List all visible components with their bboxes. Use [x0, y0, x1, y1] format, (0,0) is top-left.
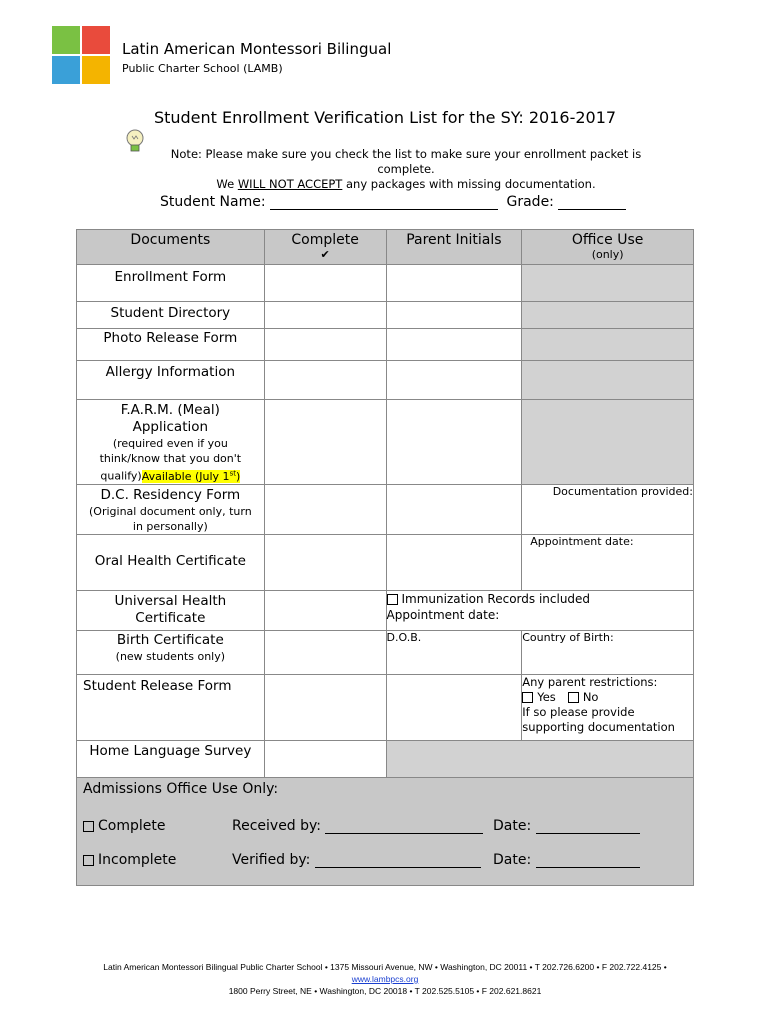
footer-address-2: 1800 Perry Street, NE • Washington, DC 20018 • T 202.525.5105 • F 202.621.8621	[228, 986, 542, 996]
complete-cell[interactable]	[264, 535, 386, 591]
footer-link-row	[0, 974, 770, 984]
doc-enrollment-form-label: Enrollment Form	[114, 269, 227, 285]
header-office-use	[522, 230, 694, 265]
table-row	[77, 741, 694, 778]
doc-allergy	[77, 361, 265, 400]
farm-available-text: Available (July 1	[141, 469, 230, 483]
table-row	[77, 265, 694, 302]
initials-cell[interactable]	[386, 329, 522, 361]
admissions-row	[77, 778, 694, 886]
note-warning: WILL NOT ACCEPT	[237, 177, 343, 191]
note	[146, 147, 666, 192]
admissions-incomplete-checkbox[interactable]	[83, 855, 94, 866]
farm-available-highlight	[142, 470, 241, 483]
table-row	[77, 535, 694, 591]
doc-allergy-label: Allergy Information	[105, 364, 236, 380]
initials-cell[interactable]	[386, 535, 522, 591]
appointment-date-cell[interactable]	[522, 535, 694, 591]
table-row	[77, 485, 694, 535]
grade-label: Grade:	[506, 194, 554, 210]
doc-dc-residency-label: D.C. Residency Form	[100, 487, 241, 503]
doc-student-release-label: Student Release Form	[83, 678, 232, 694]
parent-restrictions-cell	[522, 675, 694, 741]
verified-date-label: Date:	[493, 852, 532, 868]
appointment-date-label: Appointment date:	[530, 535, 634, 548]
initials-cell[interactable]	[386, 675, 522, 741]
verified-by-row	[232, 852, 481, 868]
doc-universal-health-2: Certificate	[135, 610, 206, 626]
enrollment-table	[76, 229, 694, 886]
initials-cell[interactable]	[386, 400, 522, 485]
header-complete-label: Complete	[291, 232, 359, 248]
checkmark-icon: ✔	[320, 248, 330, 261]
doc-farm-note-1: (required even if you	[112, 437, 228, 450]
complete-cell[interactable]	[264, 741, 386, 778]
student-name-field[interactable]	[270, 195, 498, 210]
verified-date-field[interactable]	[536, 853, 640, 868]
doc-student-release	[77, 675, 265, 741]
office-cell	[522, 302, 694, 329]
doc-enrollment-form	[77, 265, 265, 302]
doc-universal-health-1: Universal Health	[114, 593, 227, 609]
header-parent-initials	[386, 230, 522, 265]
complete-cell[interactable]	[264, 591, 386, 631]
doc-home-language-label: Home Language Survey	[89, 743, 252, 759]
table-row	[77, 631, 694, 675]
student-fields	[160, 194, 626, 210]
office-cell	[522, 400, 694, 485]
doc-birth-note: (new students only)	[115, 650, 226, 663]
yes-label: Yes	[537, 690, 556, 704]
header-office-use-sub: (only)	[591, 248, 624, 261]
immunization-checkbox[interactable]	[387, 594, 398, 605]
grade-field[interactable]	[558, 195, 626, 210]
admissions-incomplete	[83, 852, 176, 868]
doc-farm-note-3-text: qualify)	[100, 469, 142, 483]
doc-oral-health	[77, 535, 265, 591]
received-by-field[interactable]	[325, 819, 483, 834]
complete-cell[interactable]	[264, 675, 386, 741]
doc-farm-title-2: Application	[132, 419, 209, 435]
doc-student-directory-label: Student Directory	[110, 305, 231, 321]
country-of-birth-cell[interactable]	[522, 631, 694, 675]
student-name-label: Student Name:	[160, 194, 266, 210]
received-date-row	[493, 818, 640, 834]
doc-farm-note-2: think/know that you don't	[99, 452, 242, 465]
farm-available-sup: st	[229, 469, 236, 477]
footer-address-1: Latin American Montessori Bilingual Public Charter School • 1375 Missouri Avenue, NW • Washington, DC 20011 • T 202.726.6200 • F 202.722.4125 •	[103, 962, 667, 972]
if-so-label: If so please provide	[522, 705, 635, 719]
parent-restrictions-label: Any parent restrictions:	[522, 675, 658, 689]
doc-dc-residency	[77, 485, 265, 535]
website-link[interactable]: www.lambpcs.org	[351, 974, 419, 984]
header-documents	[77, 230, 265, 265]
school-name: Latin American Montessori Bilingual	[122, 40, 392, 58]
verified-date-row	[493, 852, 640, 868]
header-complete	[264, 230, 386, 265]
country-of-birth-label: Country of Birth:	[522, 631, 614, 644]
initials-cell[interactable]	[386, 361, 522, 400]
immunization-label: Immunization Records included	[401, 592, 591, 606]
table-row	[77, 400, 694, 485]
dob-cell[interactable]	[386, 631, 522, 675]
doc-oral-health-label: Oral Health Certificate	[94, 553, 246, 569]
complete-cell[interactable]	[264, 631, 386, 675]
table-row	[77, 302, 694, 329]
note-line-2-post: any packages with missing documentation.	[342, 177, 596, 191]
table-header-row	[77, 230, 694, 265]
complete-cell[interactable]	[264, 302, 386, 329]
supporting-label: supporting documentation	[522, 720, 675, 734]
admissions-complete	[83, 818, 165, 834]
table-row	[77, 591, 694, 631]
complete-cell[interactable]	[264, 329, 386, 361]
lightbulb-icon	[124, 128, 146, 156]
received-date-field[interactable]	[536, 819, 640, 834]
note-line-2	[146, 177, 666, 192]
table-row	[77, 361, 694, 400]
doc-student-directory	[77, 302, 265, 329]
initials-cell[interactable]	[386, 485, 522, 535]
note-line-2-pre: We	[216, 177, 238, 191]
complete-cell[interactable]	[264, 400, 386, 485]
doc-dc-note: (Original document only, turn in personally)	[89, 505, 252, 533]
immunization-cell	[386, 591, 693, 631]
header-documents-label: Documents	[130, 232, 211, 248]
verified-by-field[interactable]	[315, 853, 481, 868]
dob-label: D.O.B.	[386, 631, 422, 644]
doc-farm-note-3	[77, 466, 264, 484]
doc-farm	[77, 400, 265, 485]
received-by-label: Received by:	[232, 818, 322, 834]
doc-universal-health	[77, 591, 265, 631]
doc-photo-release-label: Photo Release Form	[103, 330, 238, 346]
verified-by-label: Verified by:	[232, 852, 311, 868]
no-checkbox[interactable]	[568, 692, 579, 703]
school-subname: Public Charter School (LAMB)	[122, 62, 283, 75]
header-office-use-label: Office Use	[571, 232, 644, 248]
admissions-complete-label: Complete	[98, 818, 166, 834]
school-logo	[52, 26, 112, 86]
complete-cell[interactable]	[264, 265, 386, 302]
office-cell	[386, 741, 693, 778]
complete-cell[interactable]	[264, 361, 386, 400]
admissions-section	[77, 778, 694, 886]
yes-no-row	[522, 690, 693, 705]
immunization-appointment-label: Appointment date:	[386, 608, 500, 622]
admissions-title: Admissions Office Use Only:	[83, 781, 279, 797]
doc-farm-title-1: F.A.R.M. (Meal)	[120, 402, 220, 418]
admissions-complete-checkbox[interactable]	[83, 821, 94, 832]
table-row	[77, 675, 694, 741]
office-cell	[522, 361, 694, 400]
documentation-provided-cell[interactable]	[522, 485, 694, 535]
farm-available-close: )	[235, 469, 241, 483]
office-cell	[522, 329, 694, 361]
initials-cell[interactable]	[386, 302, 522, 329]
doc-photo-release	[77, 329, 265, 361]
office-cell	[522, 265, 694, 302]
received-by-row	[232, 818, 483, 834]
table-row	[77, 329, 694, 361]
doc-birth-certificate-label: Birth Certificate	[116, 632, 224, 648]
header-parent-initials-label: Parent Initials	[406, 232, 502, 248]
admissions-incomplete-label: Incomplete	[98, 852, 177, 868]
no-label: No	[582, 690, 599, 704]
note-line-1: Note: Please make sure you check the list to make sure your enrollment packet is complete.	[170, 147, 642, 176]
received-date-label: Date:	[493, 818, 532, 834]
complete-cell[interactable]	[264, 485, 386, 535]
page-title: Student Enrollment Verification List for the SY: 2016-2017	[153, 108, 617, 127]
initials-cell[interactable]	[386, 265, 522, 302]
doc-home-language	[77, 741, 265, 778]
yes-checkbox[interactable]	[522, 692, 533, 703]
immunization-row	[387, 591, 693, 607]
doc-birth-certificate	[77, 631, 265, 675]
documentation-provided-label: Documentation provided:	[552, 485, 693, 498]
